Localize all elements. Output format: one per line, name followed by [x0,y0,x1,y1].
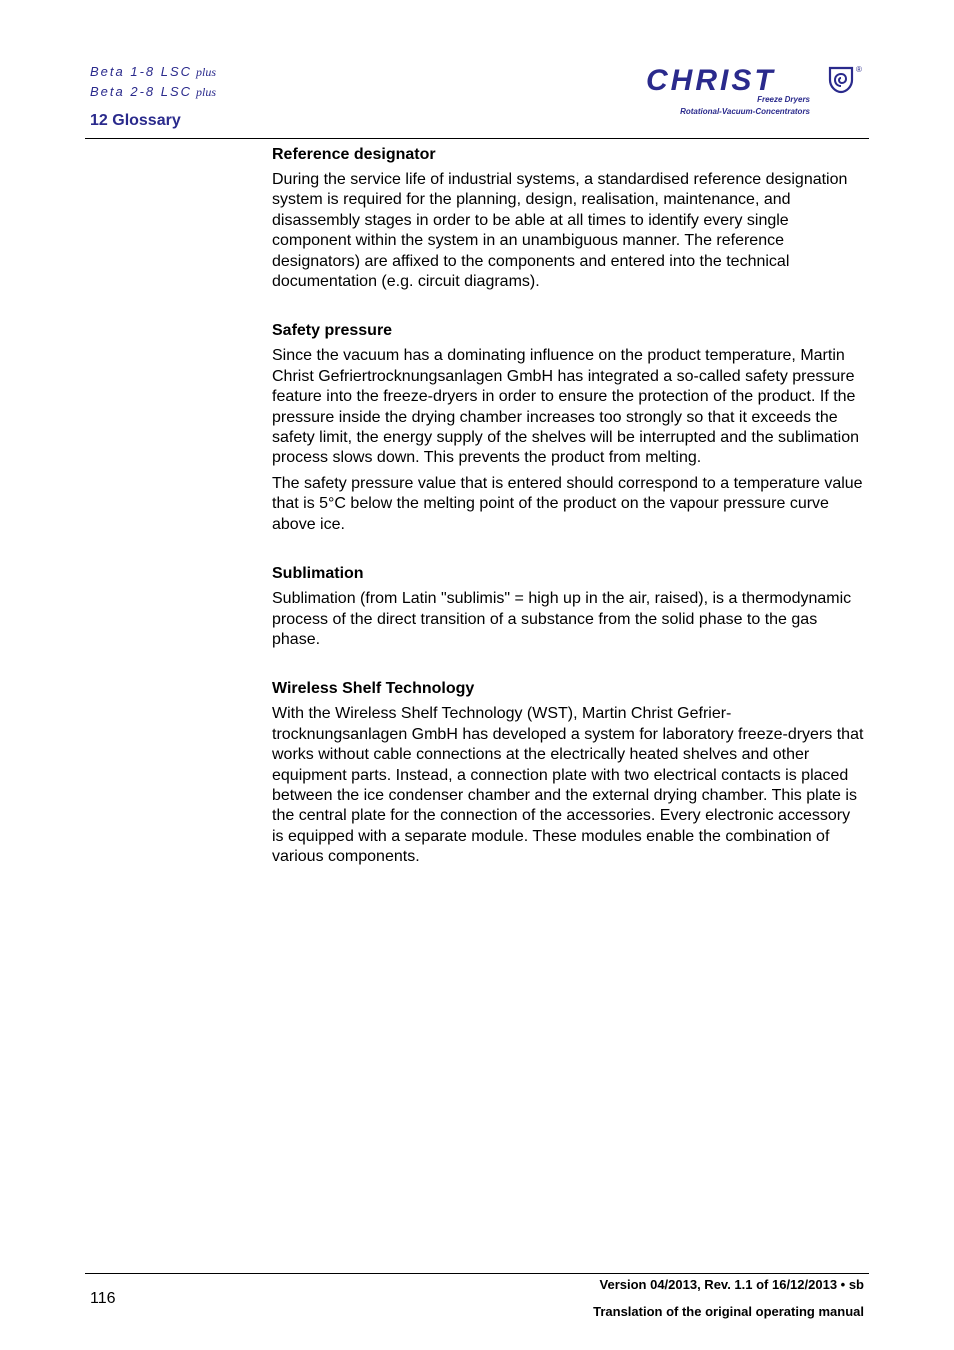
footer-translation-note: Translation of the original operating manual [593,1304,864,1319]
glossary-entry-sublimation [272,564,864,650]
glossary-content [272,145,864,897]
entry-paragraph: The safety pressure value that is entered should correspond to a temperature value that is 5°C below the melting point of the product on the vapour pressure curve above ice. [272,474,863,533]
product-name-1: Beta 1-8 LSC [90,64,193,79]
christ-spiral-logo-icon [828,66,854,94]
logo-tagline-2: Rotational-Vacuum-Concentrators [680,107,810,116]
product-suffix-1: plus [196,65,217,79]
glossary-entry-wireless-shelf-technology [272,679,864,867]
entry-title: Wireless Shelf Technology [272,680,475,698]
christ-logo [640,62,870,122]
glossary-entry-reference-designator [272,145,864,292]
header-divider [85,138,869,139]
product-line-1 [90,64,216,80]
page-number: 116 [90,1290,116,1307]
footer-divider [85,1273,869,1274]
footer-version: Version 04/2013, Rev. 1.1 of 16/12/2013 • sb [599,1277,864,1292]
glossary-entry-safety-pressure [272,321,864,535]
entry-paragraph: With the Wireless Shelf Technology (WST), Martin Christ Gefrier-trocknungsanlagen GmbH has developed a system for laboratory freeze-dryers that works without cable connections at the electrically heated shelves and other equipment parts. Instead, a connection plate with two electrical contacts is placed between the ice condenser chamber and the external drying chamber. This plate is the central plate for the connection of the accessories. Every electronic accessory is equipped with a separate module. These modules enable the combination of various components. [272,705,864,866]
entry-paragraph: Sublimation (from Latin "sublimis" = high up in the air, raised), is a thermodynamic process of the direct transition of a substance from the solid phase to the gas phase. [272,590,852,648]
entry-title: Safety pressure [272,322,393,340]
product-suffix-2: plus [196,85,217,99]
logo-wordmark: CHRIST [646,64,776,97]
logo-tagline-1: Freeze Dryers [757,95,810,104]
entry-title: Reference designator [272,146,436,163]
entry-title: Sublimation [272,565,364,583]
entry-paragraph: During the service life of industrial systems, a standardised reference designation system is required for the planning, design, realisation, maintenance, and disassembly stages in order to be able at all times to identify every single component within the system in an unambiguous manner. The reference designators) are affixed to the components and entered into the technical documentation (e.g. circuit diagrams). [272,171,848,291]
product-name-2: Beta 2-8 LSC [90,84,193,99]
entry-paragraph: Since the vacuum has a dominating influence on the product temperature, Martin Christ Gefriertrocknungsanlagen GmbH has integrated a so-called safety pressure feature into the freeze-dryers in order to ensure the protection of the product. If the pressure inside the drying chamber increases too strongly so that it exceeds the safety limit, the energy supply of the shelves will be interrupted and the sublimation process slows down. This prevents the product from melting. [272,347,859,467]
product-line-2 [90,84,216,100]
registered-mark: ® [856,65,862,74]
chapter-title: 12 Glossary [90,112,181,129]
